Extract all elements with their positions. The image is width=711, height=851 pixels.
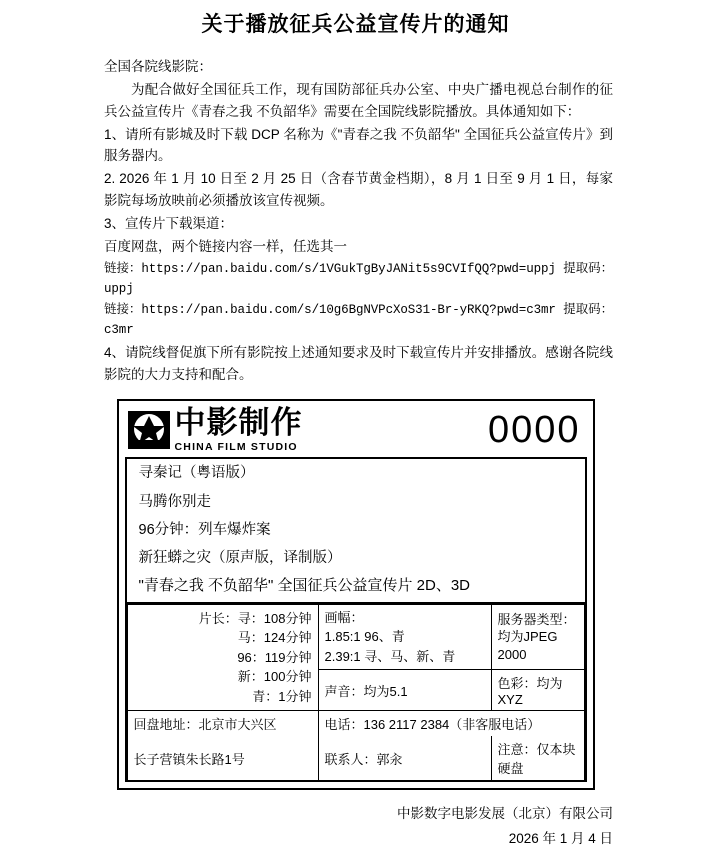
length-value-3: 96：119分钟 <box>237 649 312 665</box>
list-item-4: 4、请院线督促旗下所有影院按上述通知要求及时下载宣传片并安排播放。感谢各院线影院的大力支持和配合。 <box>104 344 613 382</box>
document-page <box>0 8 711 846</box>
download-link-1[interactable]: 链接：https://pan.baidu.com/s/1VGukTgByJANit5s9CVIfQQ?pwd=uppj 提取码：uppj <box>104 261 613 296</box>
list-item-3: 3、宣传片下载渠道： <box>104 216 234 232</box>
contact-cell: 联系人：郭汆 <box>318 736 491 780</box>
page-title: 关于播放征兵公益宣传片的通知 <box>201 12 510 36</box>
ratio-value-1: 1.85:1 96、青 <box>324 629 405 645</box>
table-row <box>127 736 584 780</box>
serial-number: 0000 <box>487 409 581 452</box>
feature-title: "青春之我 不负韶华" 全国征兵公益宣传片 2D、3D <box>127 572 585 604</box>
list-item-2: 2. 2026 年 1 月 10 日至 2 月 25 日（含春节黄金档期），8 月 1 日至 9 月 1 日，每家影院每场放映前必须播放该宣传视频。 <box>104 171 613 209</box>
film-title-4: 新狂蟒之灾（原声版，译制版） <box>138 549 342 566</box>
logo-english-name: CHINA FILM STUDIO <box>174 441 298 454</box>
return-address-cell-line1: 回盘地址：北京市大兴区 <box>127 711 318 737</box>
film-title-2: 马腾你别走 <box>138 493 211 510</box>
phone-cell: 电话：136 2117 2384（非客服电话） <box>318 711 584 737</box>
ratio-label: 画幅： <box>324 609 364 625</box>
length-value-1: 寻：108分钟 <box>237 610 312 626</box>
paragraph-1: 为配合做好全国征兵工作，现有国防部征兵办公室、中央广播电视总台制作的征兵公益宣传片《青春之我 不负韶华》需要在全国院线影院播放。具体通知如下： <box>104 81 613 119</box>
server-type-label: 服务器类型： <box>497 611 576 627</box>
table-row <box>127 604 584 670</box>
length-value-4: 新：100分钟 <box>237 669 312 685</box>
server-cell <box>491 604 584 670</box>
company-signature: 中影数字电影发展（北京）有限公司 <box>397 806 613 822</box>
server-type-value: 均为JPEG 2000 <box>497 629 558 662</box>
studio-logo <box>127 407 488 453</box>
length-label: 片长： <box>198 610 238 626</box>
label-content-box <box>125 457 587 782</box>
salutation: 全国各院线影院： <box>104 59 212 74</box>
film-title-1: 寻秦记（粤语版） <box>138 465 255 482</box>
length-value-2: 马：124分钟 <box>237 630 312 646</box>
disc-label-card <box>117 399 595 790</box>
china-film-studio-emblem-icon <box>127 410 171 450</box>
audio-cell: 声音：均为5.1 <box>318 670 491 711</box>
length-cell <box>127 604 318 711</box>
ratio-value-2: 2.39:1 寻、马、新、青 <box>324 648 456 664</box>
download-note: 百度网盘，两个链接内容一样，任选其一 <box>104 238 347 254</box>
ratio-cell <box>318 604 491 670</box>
logo-chinese-name: 中影制作 <box>174 405 303 441</box>
download-link-2[interactable]: 链接：https://pan.baidu.com/s/10g6BgNVPcXoS31-Br-yRKQ?pwd=c3mr 提取码：c3mr <box>104 303 613 338</box>
return-address-cell-line2: 长子营镇朱长路1号 <box>127 736 318 780</box>
table-row <box>127 711 584 737</box>
document-date: 2026 年 1 月 4 日 <box>508 830 613 846</box>
film-title-3: 96分钟：列车爆炸案 <box>138 521 271 538</box>
label-header <box>119 401 593 455</box>
spec-table <box>127 604 585 781</box>
logo-text <box>175 407 303 453</box>
color-cell: 色彩：均为XYZ <box>491 670 584 711</box>
length-value-5: 青：1分钟 <box>252 688 312 704</box>
notice-cell: 注意：仅本块硬盘 <box>491 736 584 780</box>
notice-body <box>0 56 711 385</box>
list-item-1: 1、请所有影城及时下载 DCP 名称为《"青春之我 不负韶华" 全国征兵公益宣传片》到服务器内。 <box>104 126 613 164</box>
